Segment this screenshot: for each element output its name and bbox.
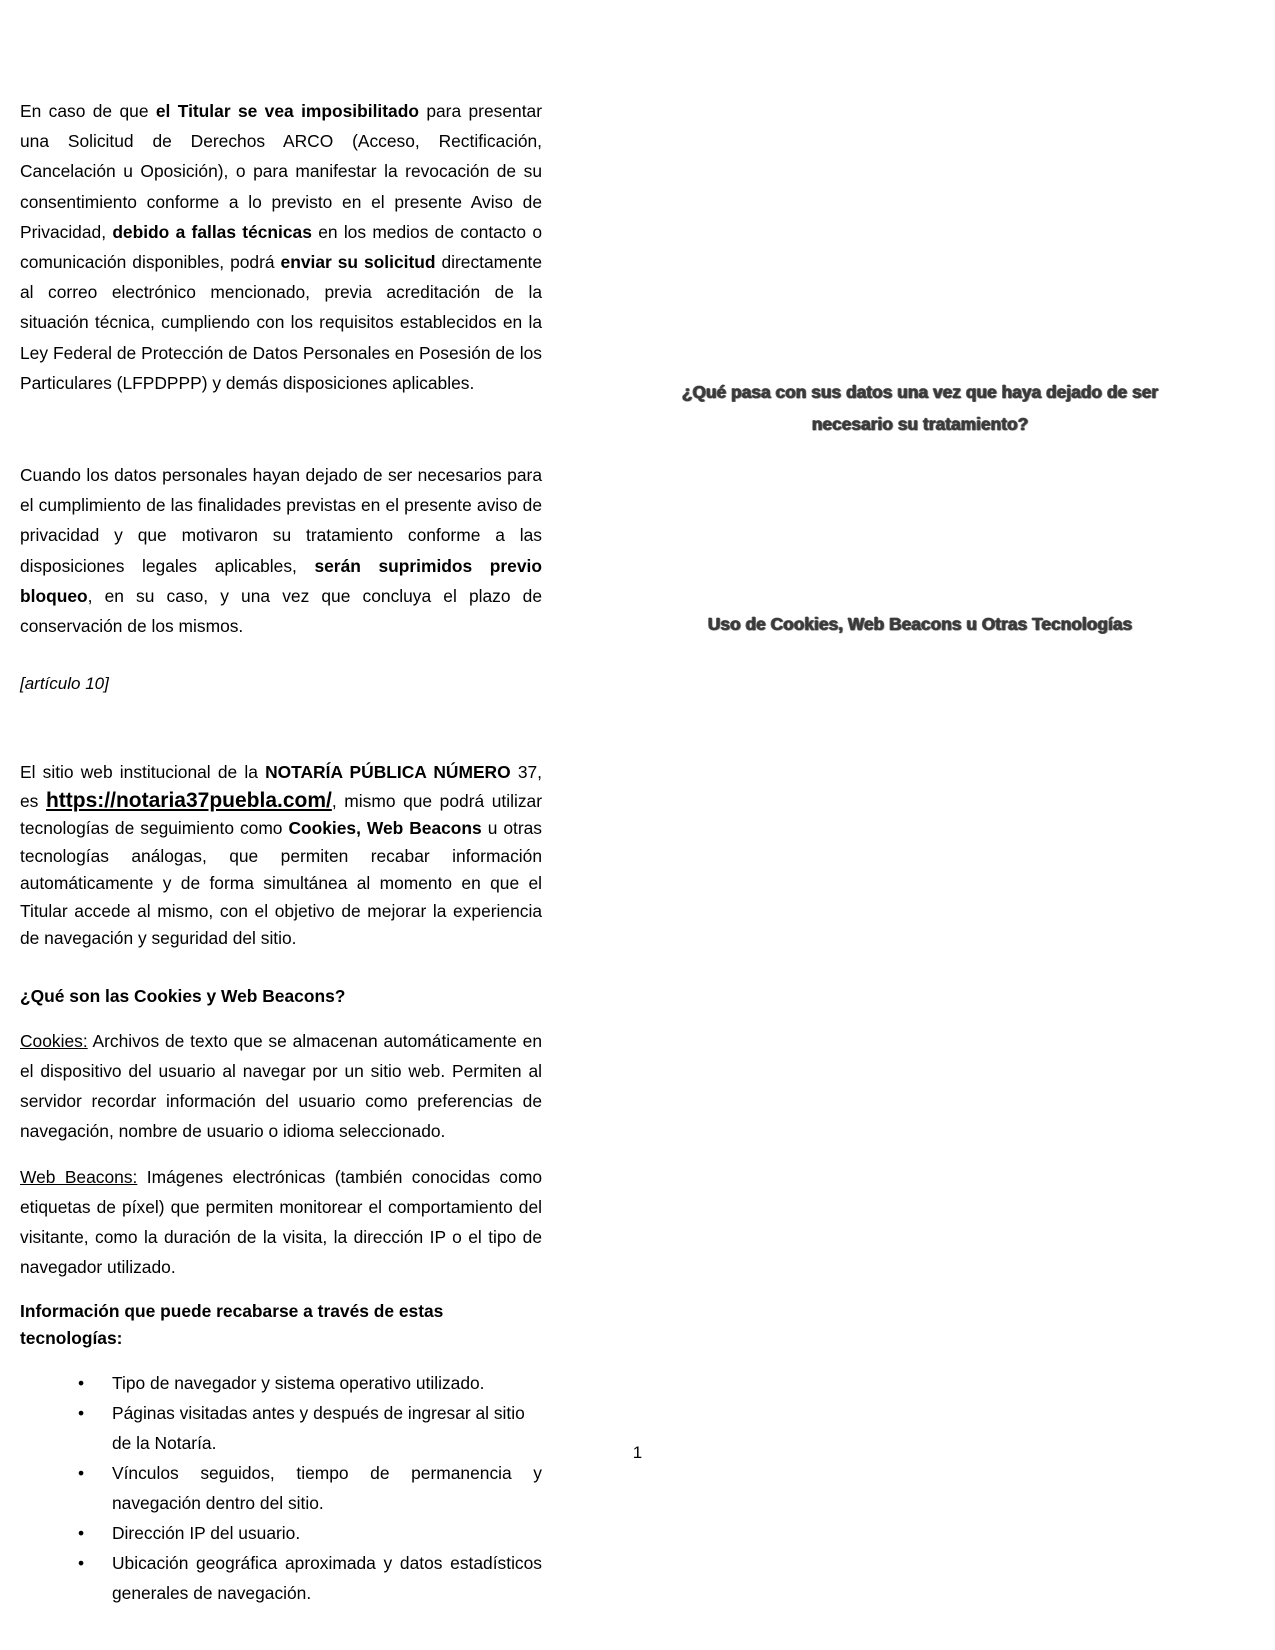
spacer xyxy=(20,641,542,671)
info-collected-list xyxy=(20,1368,542,1608)
paragraph-arco-technical-failure xyxy=(20,96,542,398)
term-label-cookies: Cookies: xyxy=(20,1030,88,1051)
heading-what-are-cookies: ¿Qué son las Cookies y Web Beacons? xyxy=(20,985,346,1006)
text-segment: directamente al correo electrónico mencionado, previa acreditación de la situación técnica, cumpliendo con los requisitos establecidos en la Ley Federal de Protección de Datos Personales en Posesión de los Particulares (LFPDPPP) y demás disposiciones aplicables. xyxy=(20,252,542,393)
definition-text: Archivos de texto que se almacenan automáticamente en el dispositivo del usuario al navegar por un sitio web. Permiten al servidor recordar información del usuario como preferencias de navegación, nombre de usuario o idioma seleccionado. xyxy=(20,1030,542,1141)
list-item: • Páginas visitadas antes y después de ingresar al sitio de la Notaría. xyxy=(20,1398,542,1458)
heading-data-no-longer-needed: ¿Qué pasa con sus datos una vez que haya dejado de ser necesario su tratamiento? xyxy=(681,382,1159,434)
bold-suprimidos-bloqueo: serán suprimidos previo bloqueo xyxy=(20,555,542,606)
paragraph-data-suppression xyxy=(20,460,542,641)
list-item: • Tipo de navegador y sistema operativo utilizado. xyxy=(20,1368,542,1398)
text-segment: , mismo que podrá utilizar tecnologías de seguimiento como xyxy=(20,790,543,839)
definition-web-beacons xyxy=(20,1162,542,1282)
bold-enviar-solicitud: enviar su solicitud xyxy=(280,252,436,273)
text-segment: Cuando los datos personales hayan dejado de ser necesarios para el cumplimiento de las finalidades previstas en el presente aviso de privacidad y que motivaron su tratamiento conforme a las disposiciones legales aplicables, xyxy=(20,465,542,576)
spacer xyxy=(20,1146,542,1162)
text-segment: El sitio web institucional de la xyxy=(20,762,266,783)
bold-titular-imposibilitado: el Titular se vea imposibilitado xyxy=(155,101,419,121)
definition-cookies xyxy=(20,1026,542,1146)
text-segment: u otras tecnologías análogas, que permiten recabar información automáticamente y de forma simultánea al momento en que el Titular accede al mismo, con el objetivo de mejorar la experiencia de navegación y seguridad del sitio. xyxy=(20,818,542,949)
page-number: 1 xyxy=(632,1443,643,1462)
notaria-website-link[interactable]: https://notaria37puebla.com/ xyxy=(45,788,332,812)
text-segment: , en su caso, y una vez que concluya el plazo de conservación de los mismos. xyxy=(20,585,542,637)
list-item: • Vínculos seguidos, tiempo de permanencia y navegación dentro del sitio. xyxy=(20,1458,542,1518)
list-item: • Dirección IP del usuario. xyxy=(20,1518,542,1548)
spacer xyxy=(20,697,542,759)
text-segment: para presentar una Solicitud de Derechos ARCO (Acceso, Rectificación, Cancelación u Oposición), o para manifestar la revocación de su consentimiento conforme a lo previsto en el presente Aviso de Privacidad, xyxy=(20,101,542,242)
text-segment: En caso de que xyxy=(20,101,156,121)
spacer xyxy=(20,953,542,983)
bold-fallas-tecnicas: debido a fallas técnicas xyxy=(112,221,312,242)
heading-cookies-technologies-use: Uso de Cookies, Web Beacons u Otras Tecnologías xyxy=(707,614,1133,634)
heading-info-collected: Información que puede recabarse a través de estas tecnologías: xyxy=(20,1300,444,1348)
spacer xyxy=(20,398,542,460)
paragraph-institutional-website xyxy=(20,759,542,953)
spacer xyxy=(20,1282,542,1298)
left-content-column xyxy=(20,96,542,1608)
spacer xyxy=(20,1010,542,1026)
spacer xyxy=(20,1352,542,1368)
text-segment: en los medios de contacto o comunicación disponibles, podrá xyxy=(20,221,542,273)
bold-notaria-publica: NOTARÍA PÚBLICA NÚMERO xyxy=(265,762,511,783)
definition-text: Imágenes electrónicas (también conocidas como etiquetas de píxel) que permiten monitorear el comportamiento del visitante, como la duración de la visita, la dirección IP o el tipo de navegador utilizado. xyxy=(20,1166,542,1277)
article-reference: [artículo 10] xyxy=(20,674,109,694)
bold-cookies-web-beacons: Cookies, Web Beacons xyxy=(288,818,482,839)
text-segment: 37, es xyxy=(20,762,542,811)
term-label-web-beacons: Web Beacons: xyxy=(20,1166,138,1187)
list-item: • Ubicación geográfica aproximada y datos estadísticos generales de navegación. xyxy=(20,1548,542,1608)
